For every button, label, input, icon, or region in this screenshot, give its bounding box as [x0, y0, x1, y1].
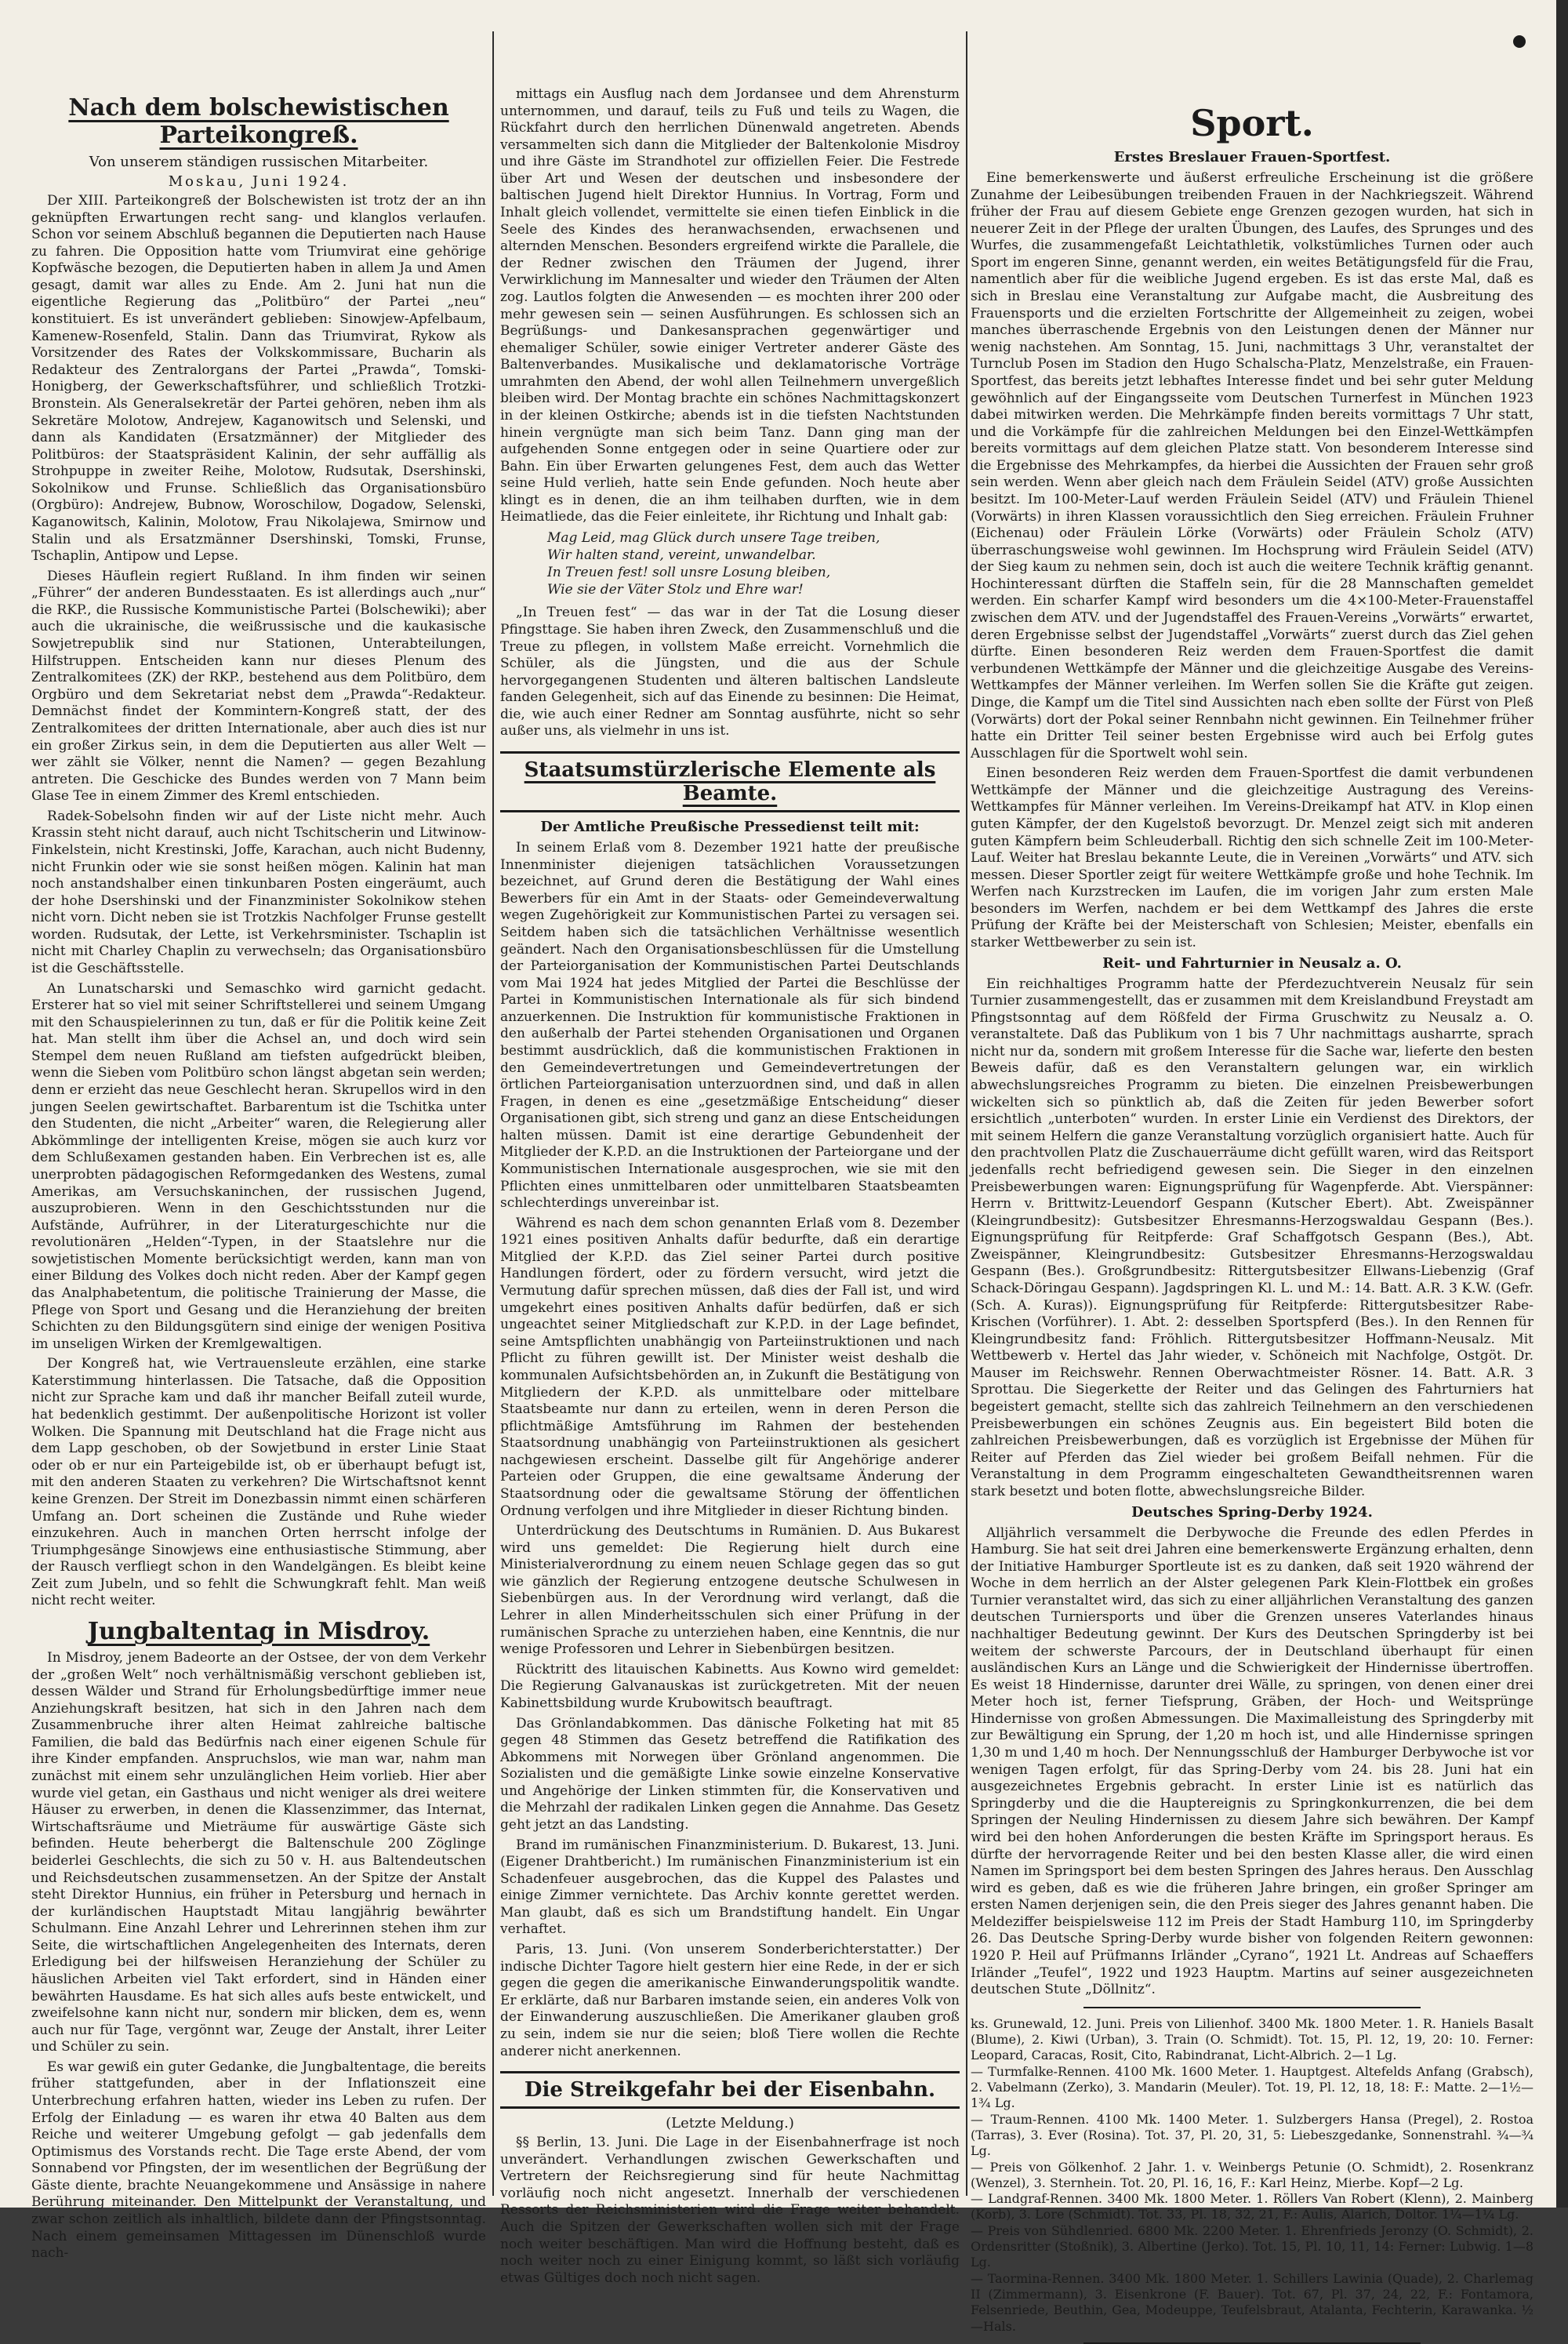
- column-3: [971, 86, 1534, 2334]
- article-intro: Der Amtliche Preußische Pressedienst teilt mit:: [540, 819, 920, 836]
- paragraph: Ein reichhaltiges Programm hatte der Pferdezuchtverein Neusalz für sein Turnier zusammengestellt, das er zusammen mit dem Kreislandbund Freystadt am Pfingstsonntag auf dem Rößfeld der Firma Gruschwitz zu Neusalz a. O. veranstaltete. Daß das Publikum von 1 bis 7 Uhr nachmittags ausharrte, sprach nicht nur da, sondern mit großem Interesse für die Sache war, lieferte den besten Beweis dafür, daß es den Veranstaltern gelungen war, ein wirklich abwechslungsreiches Programm zu bieten. Die einzelnen Preisbewerbungen wickelten sich so pünktlich ab, daß die Zeiten für jeden Bewerber sofort ersichtlich „unterboten“ wurden. In erster Linie ein Verdienst des Direktors, der mit seinem Helfern die ganze Veranstaltung vorzüglich organisiert hatte. Auch für den prachtvollen Platz die Zuschauerräume dicht gefüllt waren, wird das Reitsport jedenfalls recht befriedigend gewesen sein. Die Sieger in den einzelnen Preisbewerbungen waren: Eignungsprüfung für Wagenpferde. Abt. Vierspänner: Herrn v. Brittwitz-Leuendorf Gespann (Kutscher Ebert). Abt. Zweispänner (Kleingrundbesitz): Gutsbesitzer Ehresmanns-Herzogswaldau Gespann (Bes.). Eignungsprüfung für Reitpferde: Graf Schaffgotsch Gespann (Bes.), Abt. Zweispänner, Kleingrundbesitz: Gutsbesitzer Ehresmanns-Herzogswaldau Gespann (Bes.). Großgrundbesitz: Rittergutsbesitzer Ellwans-Liebenzig (Graf Schack-Döringau Gespann). Jagdspringen Kl. L. und M.: 14. Batt. A.R. 3 K.W. (Gefr. (Sch. A. Kuras)). Eignungsprüfung für Reitpferde: Rittergutsbesitzer Rabe-Krischen (Vorführer). 1. Abt. 2: desselben Sportspferd (Bes.). In den Rennen für Kleingrundbesitz fand: Fröhlich. Rittergutsbesitzer Hoffmann-Neusalz. Mit Wettbewerb v. Hertel das Jahr wieder, v. Schöneich mit Nachfolge, Ostgöt. Dr. Mauser im Reichswehr. Rennen Oberwachtmeister Rösner. 14. Batt. A.R. 3 Sprottau. Die Siegerkette der Reiter und das Gelingen des Fahrturniers hat begeistert gemacht, stellte sich das zahlreich Teilnehmern an den verschiedenen Preisbewerbungen ein schönes Zeugnis aus. Ein begeistert Bild boten die zahlreichen Preisbewerbungen, daß es vorzüglich ist Ergebnisse der Mühen für Reiter auf Pferden das Ziel wieder bei großem Beifall nehmen. Für die Veranstaltung in dem Programm eingeschalteten Gewandtheitsrennen waren stark besetzt und boten flotte, abwechslungsreiche Bilder.: [971, 976, 1534, 1499]
- paragraph: §§ Berlin, 13. Juni. Die Lage in der Eisenbahnerfrage ist noch unverändert. Verhandlungen zwischen Gewerkschaften und Vertretern der Reichsregierung sind für heute Nachmittag vorläufig noch nicht angesetzt. Innerhalb der verschiedenen Ressorts der Reichsministerien wird die Frage weiter behandelt. Auch die Spitzen der Gewerkschaften wollen sich mit der Frage noch weiter beschäftigen. Man wird die Hoffnung besteht, daß es noch weiter noch zu einer Einigung kommt, so läßt sich vorläufig etwas Gültiges doch noch nicht sagen.: [500, 2135, 960, 2286]
- article-subhead: Reit- und Fahrturnier in Neusalz a. O.: [1102, 954, 1402, 972]
- race-entry: — Taormina-Rennen. 3400 Mk. 1800 Meter. 1. Schillers Lawinia (Quade), 2. Charlemag II (Zimmermann), 3. Eisenkrone (F. Bauer). Tot. 67, Pl. 37, 24, 22, F.: Fontamora, Felsenriede, Beuthin, Gea, Modeuppe, Teufelsbraut, Atalanta, Fechterin, Karawanka. ½—Hals.: [971, 2270, 1534, 2334]
- paragraph: Einen besonderen Reiz werden dem Frauen-Sportfest die damit verbundenen Wettkämpfe der Männer und die gleichzeitige Austragung des Vereins-Wettkampfes für Männer verleihen. Im Vereins-Dreikampf hat ATV. in Klop einen guten Kämpfer, der den Kugelstoß bevorzugt. Dr. Menzel zeigt sich mit anderen guten Kämpfern beim Schleuderball. Richtig den sich schnelle Zeit im 100-Meter-Lauf. Weiter hat Breslau bekannte Leute, die in Vereinen „Vorwärts“ und ATV. sich messen. Dieser Sportler zeigt für weitere Wettkämpfe große und hohe Technik. Im Werfen nach Kurzstrecken im Laufen, die im vorigen Jahr zum ersten Male besonders im Werfen, nachdem er bei dem Wettkampf des Jahres die erste Prüfung der Kräfte bei der Meisterschaft von Schlesien; Meister, ebenfalls ein starker Wettbewerber zu sein ist.: [971, 765, 1534, 951]
- poem-line: In Treuen fest! soll unsre Losung bleiben,: [547, 565, 831, 581]
- poem-stanza: [547, 529, 960, 598]
- column-rule: [492, 31, 494, 2196]
- news-item: Rücktritt des litauischen Kabinetts. Aus Kowno wird gemeldet: Die Regierung Galvanauskas ist zurückgetreten. Mit der neuen Kabinettsbildung wurde Krubowitsch beauftragt.: [500, 1661, 960, 1711]
- column-2: [500, 86, 960, 2286]
- paragraph: Es war gewiß ein guter Gedanke, die Jungbaltentage, die bereits früher stattgefunden, aber in der Inflationszeit eine Unterbrechung erfahren hatten, wieder ins Leben zu rufen. Der Erfolg der Einladung — es waren ihr etwa 40 Balten aus dem Reiche und weiterer Umgebung gefolgt — gab jedenfalls dem Optimismus des Vorstands recht. Die Tage erste Abend, der vom Sonnabend vor Pfingsten, der im wesentlichen der Begrüßung der Gäste diente, brachte Neuangekommene und Ansässige in nahere Berührung miteinander. Den Mittelpunkt der Veranstaltung, und zwar schon zeitlich als inhaltlich, bildete dann der Pfingstsonntag. Nach einem gemeinsamen Mittagessen im Dünenschloß wurde nach-: [31, 2059, 486, 2262]
- paragraph: „In Treuen fest“ — das war in der Tat die Losung dieser Pfingsttage. Sie haben ihren Zweck, den Zusammenschluß und die Treue zu pflegen, in vollstem Maße erreicht. Vornehmlich die Schüler, als die Jüngsten, und die aus der Schule hervorgegangenen Studenten und älteren baltischen Landsleute fanden Gelegenheit, sich auf das Einende zu besinnen: Die Heimat, die, wie auch einer Redner am Sonntag ausführte, nicht so sehr außer uns, als vielmehr in uns ist.: [500, 605, 960, 740]
- paragraph: In seinem Erlaß vom 8. Dezember 1921 hatte der preußische Innenminister diejenigen tatsächlichen Voraussetzungen bezeichnet, auf Grund deren die Bestätigung der Wahl eines Bewerbers für ein Amt in der Staats- oder Gemeindeverwaltung wegen Zugehörigkeit zur Kommunistischen Partei zu versagen sei. Seitdem haben sich die tatsächlichen Verhältnisse wesentlich geändert. Nach den Organisationsbeschlüssen für die Umstellung der Parteiorganisation der Kommunistischen Partei Deutschlands vom Mai 1924 hat jedes Mitglied der Partei die Beschlüsse der Partei in Kommunistischen Internationale als für sich bindend anzuerkennen. Die Instruktion für kommunistische Fraktionen in den außerhalb der Partei stehenden Organisationen und Organen bestimmt ausdrücklich, daß die kommunistischen Fraktionen in den Gemeindevertretungen und Gemeindevertretungen der örtlichen Parteiorganisation unterzuordnen sind, und daß in allen Fragen, in denen es eine „gesetzmäßige Entscheidung“ dieser Organisationen gibt, sich streng und ganz an diese Entscheidungen halten müssen. Damit ist eine derartige Gebundenheit der Mitglieder der K.P.D. an die Instruktionen der Parteiorgane und der Kommunistischen Internationale ausgesprochen, wie sie mit den Pflichten eines unmittelbaren oder unmittelbaren Staatsbeamten schlechterdings unvereinbar ist.: [500, 840, 960, 1212]
- column-1: [31, 86, 486, 2262]
- race-entry: — Traum-Rennen. 4100 Mk. 1400 Meter. 1. Sulzbergers Hansa (Pregel), 2. Rostoa (Tarras), 3. Ever (Rosina). Tot. 37, Pl. 20, 31, 5: Liebeszgedanke, Sonnenstrahl. ¾—¾ Lg.: [971, 2111, 1534, 2159]
- news-item: Das Grönlandabkommen. Das dänische Folketing hat mit 85 gegen 48 Stimmen das Gesetz betreffend die Ratifikation des Abkommens mit Norwegen über Grönland angenommen. Die Sozialisten und die gemäßigte Linke sowie einzelne Konservative und Angehörige der Linken stimmten für, die Konservativen und die Mehrzahl der radikalen Linken gegen die Annahme. Das Gesetz geht jetzt an das Landsting.: [500, 1715, 960, 1833]
- race-entry: — Landgraf-Rennen. 3400 Mk. 1800 Meter. 1. Röllers Van Robert (Klenn), 2. Mainberg (Korb), 3. Lore (Schmidt). Tot. 33, Pl. 18, 32, 21, F.: Aulis, Alarich, Doltor. 1¼—1¼ Lg.: [971, 2191, 1534, 2222]
- poem-line: Wir halten stand, vereint, unwandelbar.: [547, 547, 816, 564]
- paragraph: Während es nach dem schon genannten Erlaß vom 8. Dezember 1921 eines positiven Anhalts dafür bedurfte, daß ein derartige Mitglied der K.P.D. das Ziel seiner Partei durch positive Handlungen fördert, oder zu fördern versucht, wird jetzt die Vermutung dafür sprechen müssen, daß dies der Fall ist, und wird umgekehrt eines positiven Anhalts dafür bedürfen, daß er sich ungeachtet seiner Mitgliedschaft zur K.P.D. in der Lage befindet, seine Amtspflichten unabhängig von Parteiinstruktionen und nach Pflicht zu führen gewillt ist. Der Minister weist deshalb die kommunalen Aufsichtsbehörden an, in Zukunft die Bestätigung von Mitgliedern der K.P.D. als unmittelbare oder mittelbare Staatsbeamte nur dann zu erteilen, wenn in deren Person die pflichtmäßige Amtsführung im Rahmen der bestehenden Staatsordnung unabhängig von Parteiinstruktionen als gesichert nachgewiesen erscheint. Dasselbe gilt für Angehörige anderer Parteien oder Gruppen, die eine gewaltsame Änderung der Staatsordnung oder die gewaltsame Störung der öffentlichen Ordnung verfolgen und ihre Mitglieder in dieser Richtung binden.: [500, 1215, 960, 1519]
- article-subhead: Deutsches Spring-Derby 1924.: [1131, 1503, 1373, 1521]
- race-entry: — Preis von Sühdlenried. 6800 Mk. 2200 Meter. 1. Ehrenfrieds Jeronzy (O. Schmidt), 2. Ordensritter (Stoßnik), 3. Albertine (Jerko). Tot. 15, Pl. 10, 11, 14: Ferner: Lubwig. 1—8 Lg.: [971, 2222, 1534, 2270]
- paragraph: Der Kongreß hat, wie Vertrauensleute erzählen, eine starke Katerstimmung hinterlassen. Die Tatsache, daß die Opposition nicht zur Sprache kam und daß ihr mancher Beifall zuteil wurde, hat bedenklich gestimmt. Der außenpolitische Horizont ist voller Wolken. Die Spannung mit Deutschland hat die Frage nicht aus dem Lapp geschoben, ob der Sowjetbund in erster Linie Staat oder ob er nur ein Parteigebilde ist, ob er überhaupt befugt ist, mit den anderen Staaten zu verkehren? Die Wirtschaftsnot kennt keine Grenzen. Der Streit im Donezbassin nimmt einen schärferen Umfang an. Dort scheinen die Zustände und Ruhe wieder einzukehren. Auch in manchen Orten herrscht infolge der Triumphgesänge Sinowjews eine enthusiastische Stimmung, aber der Rausch verfliegt schon in den Wandelgängen. Es bleibt keine Zeit zum Jubeln, und so fehlt die Schwungkraft fehlt. Man weiß nicht recht weiter.: [31, 1356, 486, 1609]
- race-entry: ks. Grunewald, 12. Juni. Preis von Lilienhof. 3400 Mk. 1800 Meter. 1. R. Haniels Basalt (Blume), 2. Kiwi (Urban), 3. Train (O. Schmidt). Tot. 15, Pl. 12, 19, 20: 10. Ferner: Leopard, Caracas, Rosit, Cito, Rabindranat, Licht-Albrich. 2—1 Lg.: [971, 2015, 1534, 2063]
- race-results: [971, 2016, 1534, 2335]
- paragraph: Dieses Häuflein regiert Rußland. In ihm finden wir seinen „Führer“ der anderen Bundesstaaten. Es ist allerdings auch „nur“ die RKP., die Russische Kommunistische Partei (Bolschewiki); aber auch die ukrainische, die weißrussische und die kaukasische Sowjetrepublik sind nur Stationen, Unterabteilungen, Hilfstruppen. Entscheiden kann nur dieses Plenum des Zentralkomitees (ZK) der RKP., bestehend aus dem Politbüro, dem Orgbüro und dem Sekretariat nebst dem „Prawda“-Redakteur. Demnächst findet der Kommintern-Kongreß statt, der des Zentralkomitees der dritten Internationale, aber auch dies ist nur ein großer Zirkus sein, in dem die Deputierten aus aller Welt — wer zählt sie Völker, nennt die Namen? — gegen Bezahlung antreten. Die Geschicke des Bundes werden von 7 Mann beim Glase Tee in einem Zimmer des Kreml entschieden.: [31, 568, 486, 805]
- article-body: [31, 193, 486, 1610]
- paragraph: Alljährlich versammelt die Derbywoche die Freunde des edlen Pferdes in Hamburg. Sie hat seit drei Jahren eine bemerkenswerte Ergänzung erhalten, denn der Initiative Hamburger Sportleute ist es zu danken, daß seit 1920 während der Woche in dem herrlich an der Alster gelegenen Park Klein-Flottbek ein großes Turnier veranstaltet wird, das sich zu einer alljährlichen Veranstaltung des ganzen deutschen Turniersports und über die Grenzen unseres Vaterlandes hinaus nachhaltiger Bedeutung gewinnt. Der Kurs des Deutschen Springderby ist bei weitem der schwerste Parcours, der in Deutschland überhaupt für einen ausländischen Kurs an Länge und die Schwierigkeit der Hindernisse übertroffen. Es weist 18 Hindernisse, darunter drei Wälle, zu springen, von denen einer drei Meter hoch ist, ferner Tiefsprung, Gräben, der Hoch- und Weitsprünge Hindernisse von großen Abmessungen. Die Maximalleistung des Springderby mit zur Bewältigung ein Sprung, der 1,20 m hoch ist, und alle Hindernisse springen 1,30 m und 1,40 m hoch. Der Nennungsschluß der Hamburger Derbywoche ist vor wenigen Tagen erfolgt, für das Spring-Derby vom 24. bis 28. Juni hat ein ausgezeichnetes Ergebnis gebracht. In erster Linie ist es natürlich das Springderby und die die Hauptereignis zu Springkonkurrenzen, die bei dem Springen der Neuling Hindernissen zu diesem Jahre sich bewähren. Der Kampf wird bei den hohen Anforderungen die besten Kräfte im Springsport heraus. Es dürfte der hervorragende Reiter und bei den besten Klasse aller, die wird einen Namen im Springsport bei dem besten Springen des Jahres heraus. Den Ausschlag wird es geben, daß es wie die früheren Jahre bringen, ein großer Springer am ersten Namen derjenigen sein, die den Preis sieger des Jahres genannt haben. Die Meldeziffer beispielsweise 112 im Preis der Stadt Hamburg 110, im Springderby 26. Das Deutsche Spring-Derby wurde bisher von folgenden Reitern gewonnen: 1920 P. Heil auf Prüfmanns Irländer „Cyrano“, 1921 Lt. Andreas auf Schaeffers Irländer „Teufel“, 1922 und 1923 Hauptm. Martins auf seiner ausgezeichneten deutschen Stute „Döllnitz“.: [971, 1525, 1534, 1998]
- article-body: [500, 840, 960, 2060]
- race-entry: — Turmfalke-Rennen. 4100 Mk. 1600 Meter. 1. Hauptgest. Altefelds Anfang (Grabsch), 2. Vabelmann (Zerko), 3. Mandarin (Meuler). Tot. 19, Pl. 12, 18, 18: F.: Matte. 2—1½—1¾ Lg.: [971, 2063, 1534, 2111]
- news-item: Brand im rumänischen Finanzministerium. D. Bukarest, 13. Juni. (Eigener Drahtbericht.) Im rumänischen Finanzministerium ist ein Schadenfeuer ausgebrochen, das die Kuppel des Palastes und einige Zimmer vernichtete. Das Archiv konnte gerettet werden. Man glaubt, daß es sich um Brandstiftung handelt. Ein Ungar verhaftet.: [500, 1837, 960, 1938]
- scan-border: [1556, 0, 1568, 2208]
- article-byline: Von unserem ständigen russischen Mitarbeiter.: [89, 154, 429, 170]
- paragraph: Radek-Sobelsohn finden wir auf der Liste nicht mehr. Auch Krassin steht nicht darauf, auch nicht Tschitscherin und Litwinow-Finkelstein, nicht Krestinski, Joffe, Karachan, auch nicht Budenny, nicht Frunkin oder wie sie sonst heißen mögen. Kalinin hat man noch anstandshalber einen tinkunbaren Posten eingeräumt, auch der hohe Dsershinski und der Finanzminister Sokolnikow stehen nicht vorn. Dicht neben sie ist Trotzkis Nachfolger Frunse gestellt worden. Rudsutak, der Lette, ist Verkehrsminister. Tschaplin ist nicht mit Charley Chaplin zu verwechseln; das Organisationsbüro ist die Geschäftsstelle.: [31, 808, 486, 977]
- article-body: [31, 1650, 486, 2262]
- punch-hole-mark: [1513, 35, 1526, 48]
- headline-box: [500, 2071, 960, 2109]
- paragraph: An Lunatscharski und Semaschko wird garnicht gedacht. Ersterer hat so viel mit seiner Schriftstellerei und seinem Umgang mit den Schauspielerinnen zu tun, daß er für die Politik keine Zeit hat. Man stellt ihm über die Achsel an, und doch wird sein Stempel dem neuen Rußland am tiefsten aufgedrückt bleiben, wenn die Sieben vom Politbüro schon längst abgetan sein werden; denn er erzieht das neue Geschlecht heran. Skrupellos wird in den jungen Seelen gewirtschaftet. Barbarentum ist die Tschitka unter den Studenten, die nicht „Arbeiter“ waren, die Relegierung aller Abkömmlinge der intelligenten Kreise, mögen sie auch kurz vor dem Schlußexamen gestanden haben. Ein Verbrechen ist es, alle unerprobten pädagogischen Reformgedanken des Westens, zumal Amerikas, am Versuchskaninchen, der russischen Jugend, auszuprobieren. Wenn in den Geschichtsstunden nur die Aufstände, Aufrührer, in der Literaturgeschichte nur die revolutionären „Helden“-Typen, in der Staatslehre nur die sowjetistischen Momente berücksichtigt werden, kann man von einer Bildung des Volkes doch nicht reden. Aber der Kampf gegen das Analphabetentum, die politische Trainierung der Masse, die Pflege von Sport und Gesang und die Heranziehung der breiten Schichten zu den Bildungsgütern sind einige der wenigen Positiva im unseligen Wirken der Kremlgewaltigen.: [31, 980, 486, 1352]
- section-title: Sport.: [1190, 102, 1314, 144]
- paragraph: Eine bemerkenswerte und äußerst erfreuliche Erscheinung ist die größere Zunahme der Leibesübungen treibenden Frauen in der Nachkriegszeit. Während früher der Frau auf diesem Gebiete enge Grenzen gezogen wurden, hat sich in neuerer Zeit in der Pflege der uralten Übungen, des Laufes, des Sprunges und des Wurfes, die zusammengefaßt Leichtathletik, volkstümliches Turnen oder auch Sport im engeren Sinne, genannt werden, ein weites Betätigungsfeld für die Frau, namentlich aber für die weibliche Jugend ergeben. Es ist das erste Mal, daß es sich in Breslau eine Veranstaltung zur Aufgabe macht, die Ausbreitung des Frauensports und die erzielten Fortschritte der Allgemeinheit zu zeigen, wobei manches überraschende Ergebnis von den Leistungen denen der Männer nur wenig nachstehen. Am Sonntag, 15. Juni, nachmittags 3 Uhr, veranstaltet der Turnclub Posen im Stadion den Hugo Schalscha-Platz, Menzelstraße, ein Frauen-Sportfest, das bereits jetzt lebhaftes Interesse findet und bei sehr guter Meldung gewöhnlich auf der Eingangsseite vom Deutschen Turnerfest in München 1923 dabei mitwirken werden. Die Mehrkämpfe finden bereits vormittags 7 Uhr statt, und die Vorkämpfe für die zahlreichen Meldungen bei den Einzel-Wettkämpfen bereits vormittags auf dem gleichen Platze statt. Von besonderem Interesse sind die Ergebnisse des Mehrkampfes, da hierbei die Aussichten der Frauen sehr groß sein werden. Wenn aber gleich nach dem Fräulein Seidel (ATV) große Aussichten besitzt. Im 100-Meter-Lauf werden Fräulein Seidel (ATV) und Fräulein Thienel (Vorwärts) in ihren Klassen voraussichtlich den Sieg erreichen. Fräulein Fruhner (Eichenau) oder Fräulein Lörke (Vorwärts) oder Fräulein Scholz (ATV) überraschungsweise wohl gewinnen. Im Hochsprung wird Fräulein Seidel (ATV) der Sieg kaum zu nehmen sein, doch ist auch die weitere Technik kräftig genannt. Hochinteressant dürften die Staffeln sein, für die 28 Mannschaften gemeldet werden. Ein scharfer Kampf wird besonders um die 4×100-Meter-Frauenstaffel zwischen dem ATV. und der Jugendstaffel des Frauen-Vereins „Vorwärts“ erwartet, deren Ergebnisse selbst der Jugendstaffel „Vorwärts“ zuerst durch das Ziel gehen dürfte. Einen besonderen Reiz werden dem Frauen-Sportfest die damit verbundenen Wettkämpfe der Männer und die gleichzeitige Ausgabe des Vereins-Wettkampfes der Männer verleihen. Im Werfen sollen Sie die Kräfte gut zeigen. Dinge, die Kampf um die Titel sind Aussichten nach eben sollte der Fürst von Pleß (Vorwärts) dort der Pokal seiner Rennbahn nicht gewinnen. Ein Teilnehmer früher hatte ein Dritter Teil seiner besten Ergebnisse wird auch bei Erfolg gutes Ausschlagen für die Sportwelt wohl sein.: [971, 170, 1534, 761]
- article-headline: Die Streikgefahr bei der Eisenbahn.: [524, 2078, 936, 2102]
- news-item: Paris, 13. Juni. (Von unserem Sonderberichterstatter.) Der indische Dichter Tagore hielt gestern hier eine Rede, in der er sich gegen die gegen die amerikanische Einwanderungspolitik wandte. Er erklärte, daß nur Barbaren imstande seien, ein anderes Volk von der Einwanderung auszuschließen. Die Amerikaner glauben groß zu sein, indem sie nur die seien; bloß Tiere wollen die Rechte anderer nicht anerkennen.: [500, 1942, 960, 2059]
- paragraph: In Misdroy, jenem Badeorte an der Ostsee, der von dem Verkehr der „großen Welt“ noch verhältnismäßig verschont geblieben ist, dessen Wälder und Strand für Erholungsbedürftige immer neue Anziehungskraft besitzen, hat sich in den Jahren nach dem Zusammenbruche ihrer alten Heimat zahlreiche baltische Familien, die bald das Bedürfnis nach einer eigenen Schule für ihre Kinder empfanden. Anspruchslos, wie man war, nahm man zunächst mit einem sehr unzulänglichen Heim vorlieb. Hier aber wurde viel getan, ein Gasthaus und nicht weniger als drei weitere Häuser zu erwerben, in denen die Klassenzimmer, das Internat, Wirtschaftsräume und Mieträume für auswärtige Gäste sich befinden. Heute beherbergt die Baltenschule 200 Zöglinge beiderlei Geschlechts, die sich zu 50 v. H. aus Baltendeutschen und Reichsdeutschen zusammensetzen. An der Spitze der Anstalt steht Direktor Hunnius, ein früher in Petersburg und hernach in der kurländischen Hauptstadt Mitau langjährig bewährter Schulmann. Eine Anzahl Lehrer und Lehrerinnen stehen ihm zur Seite, die wirtschaftlichen Angelegenheiten des Internats, deren Erledigung bei der hilfsweisen Heranziehung der Schüler zu häuslichen Arbeiten viel Takt erfordert, sind in Händen einer bewährten Hausdame. Es hat sich alles aufs beste entwickelt, und zweifelsohne kann nicht nur, sondern mir blicken, dem es, wenn auch nur für Tage, vergönnt war, Zeuge der Anstalt, ihrer Leiter und Schüler zu sein.: [31, 1649, 486, 2055]
- article-subhead: (Letzte Meldung.): [666, 2115, 794, 2132]
- race-entry: — Preis von Gölkenhof. 2 Jahr. 1. v. Weinbergs Petunie (O. Schmidt), 2. Rosenkranz (Wenzel), 3. Sternhein. Tot. 20, Pl. 16, 16, F.: Karl Heinz, Mierbe. Kopf—2 Lg.: [971, 2159, 1534, 2190]
- column-rule: [966, 31, 967, 2196]
- section-divider: [1083, 2007, 1421, 2008]
- headline-box: [500, 751, 960, 812]
- article-headline: Jungbaltentag in Misdroy.: [87, 1617, 430, 1645]
- poem-line: Mag Leid, mag Glück durch unsere Tage treiben,: [547, 530, 880, 547]
- article-dateline: Moskau, Juni 1924.: [168, 173, 350, 190]
- poem-line: Wie sie der Väter Stolz und Ehre war!: [547, 582, 804, 598]
- news-item: Unterdrückung des Deutschtums in Rumänien. D. Aus Bukarest wird uns gemeldet: Die Regierung hielt durch eine Ministerialverordnung zu einem neuen Schlage gegen das so gut wie gänzlich der Regierung entzogene deutsche Schulwesen in Siebenbürgen aus. In der Verordnung wird verlangt, daß die Lehrer in allen Minderheitsschulen sich einer Prüfung in der rumänischen Sprache zu unterziehen haben, eine Kenntnis, die nur wenige Professoren und Lehrer in Siebenbürgen besitzen.: [500, 1523, 960, 1658]
- article-headline: Staatsumstürzlerische Elemente als Beamte.: [524, 758, 936, 806]
- article-headline: Nach dem bolschewistischen Parteikongreß.: [68, 94, 449, 149]
- paragraph: mittags ein Ausflug nach dem Jordansee und dem Ahrensturm unternommen, und darauf, teils zu Fuß und teils zu Wagen, die Rückfahrt durch den herrlichen Dünenwald angetreten. Abends versammelten sich dann die Mitglieder der Baltenkolonie Misdroy und ihre Gäste im Strandhotel zur offiziellen Feier. Die Festrede über Art und Wesen der deutschen und insbesondere der baltischen Jugend hielt Direktor Hunnius. In Vortrag, Form und Inhalt gleich vollendet, vermittelte sie einen tiefen Einblick in die Seele des Kindes des heranwachsenden, erwachsenen und alternden Menschen. Besonders ergreifend wirkte die Parallele, die der Redner zwischen den Träumen der Jugend, ihrer Verwirklichung im Mannesalter und wieder den Träumen der Alten zog. Lautlos folgten die Anwesenden — es mochten ihrer 200 oder mehr gewesen sein — seinen Ausführungen. Es schlossen sich an Begrüßungs- und Dankesansprachen gegenwärtiger und ehemaliger Schüler, sowie einiger Vertreter anderer Gäste des Baltenverbandes. Musikalische und deklamatorische Vorträge umrahmten den Abend, der wohl allen Teilnehmern unvergeßlich bleiben wird. Der Montag brachte ein schönes Nachmittagskonzert in der kleinen Ostkirche; abends ist in die tiefsten Nachtstunden hinein vergnügte man sich beim Tanz. Dann ging man der aufgehenden Sonne entgegen oder in seine Quartiere oder zur Bahn. Ein über Erwarten gelungenes Fest, dem auch das Wetter seine Huld verlieh, hatte sein Ende gefunden. Noch heute aber klingt es in denen, die an ihm teilhaben durften, wie in dem Heimatliede, das die Feier einleitete, ihr Richtung und Inhalt gab:: [500, 86, 960, 525]
- paragraph: Der XIII. Parteikongreß der Bolschewisten ist trotz der an ihn geknüpften Erwartungen recht sang- und klanglos verlaufen. Schon vor seinem Abschluß begannen die Deputierten nach Hause zu fahren. Die Opposition hatte vom Triumvirat eine gehörige Kopfwäsche bezogen, die Deputierten haben in allem Ja und Amen gesagt, damit war alles zu Ende. Am 2. Juni hat nun die eigentliche Regierung das „Politbüro“ der Partei „neu“ konstituiert. Es ist unverändert geblieben: Sinowjew-Apfelbaum, Kamenew-Rosenfeld, Stalin. Dann das Triumvirat, Rykow als Vorsitzender des Rates der Volkskommissare, Bucharin als Redakteur des Zentralorgans der Partei „Prawda“, Tomski-Honigberg, der Gewerkschaftsführer, und schließlich Trotzki-Bronstein. Als Generalsekretär der Partei gehören, neben ihm als Sekretäre Molotow, Andrejew, Kaganowitsch und Selenski, und dann als Kandidaten (Ersatzmänner) der Mitglieder des Politbüros: der Staatspräsident Kalinin, der sehr auffällig als Strohpuppe in zweiter Reihe, Molotow, Rudsutak, Dsershinski, Sokolnikow und Frunse. Schließlich das Organisationsbüro (Orgbüro): Andrejew, Bubnow, Woroschilow, Dogadow, Selenski, Kaganowitsch, Kalinin, Molotow, Frau Nikolajewa, Smirnow und Stalin und als Ersatzmänner Dsershinski, Tomski, Frunse, Tschaplin, Antipow und Lepse.: [31, 193, 486, 565]
- article-subhead: Erstes Breslauer Frauen-Sportfest.: [1113, 149, 1391, 165]
